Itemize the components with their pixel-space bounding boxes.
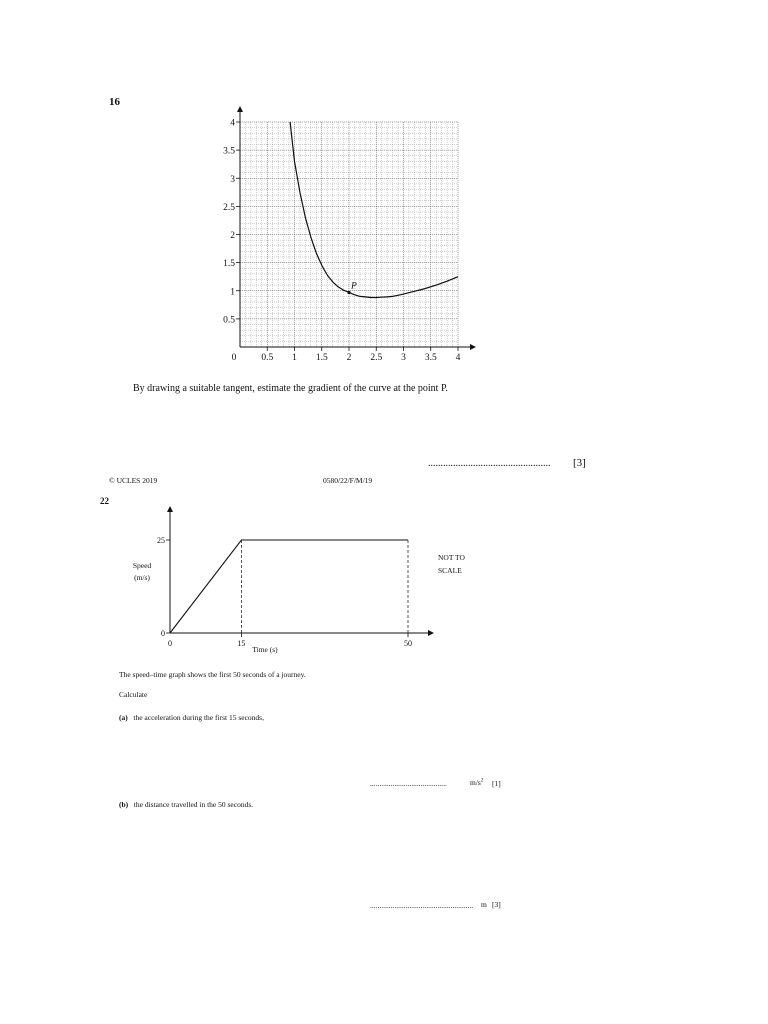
q16-y-tick-label: 0.5 (223, 315, 235, 326)
q22-instruction: Calculate (119, 690, 148, 699)
q22-part-b (119, 800, 253, 809)
q22-x-axis-label: Time (s) (252, 645, 278, 654)
q16-question-text: By drawing a suitable tangent, estimate the gradient of the curve at the point P. (133, 383, 448, 394)
q22-description: The speed–time graph shows the first 50 seconds of a journey. (119, 670, 306, 679)
q16-y-tick-label: 2.5 (223, 202, 235, 213)
q16-x-tick-label: 1.5 (315, 353, 328, 363)
q22-y-axis-label-line2: (m/s) (134, 573, 150, 582)
q16-y-tick-label: 1.5 (223, 259, 235, 270)
q16-y-tick-label: 3 (230, 174, 235, 185)
part-a-text: the acceleration during the first 15 seconds, (133, 713, 264, 722)
q22-x-tick-label: 50 (404, 639, 412, 648)
q16-marks: [3] (573, 457, 586, 469)
q22-x-tick-label: 0 (168, 639, 172, 648)
part-b-answer-line[interactable]: ....................................................... (370, 901, 474, 910)
not-to-scale-line1: NOT TO (438, 553, 465, 562)
part-a-unit: $m/s^2$ (470, 778, 484, 787)
q16-y-tick-label: 1 (230, 287, 235, 298)
q16-y-tick-label: 3.5 (223, 146, 235, 157)
q22-y-tick-label: 0 (161, 629, 165, 638)
part-b-label: (b) (119, 800, 129, 809)
q22-y-axis-arrow (167, 506, 173, 512)
q22-x-axis-arrow (428, 630, 434, 636)
q22-speed-line (170, 540, 408, 633)
q16-x-tick-label: 2.5 (370, 353, 383, 363)
q16-x-tick-label: 4 (455, 353, 461, 363)
part-b-text: the distance travelled in the 50 seconds. (133, 800, 254, 809)
not-to-scale-line2: SCALE (438, 566, 462, 575)
question-16-number: 16 (109, 96, 120, 108)
q16-y-tick-label: 2 (230, 231, 235, 241)
q22-y-axis-label-line1: Speed (132, 561, 152, 570)
part-a-label: (a) (119, 713, 128, 722)
question-22-number: 22 (100, 496, 109, 506)
part-b-unit: m (481, 900, 487, 909)
q22-x-tick-label: 15 (237, 639, 246, 648)
q16-x-tick-label: 1 (292, 353, 297, 363)
q16-x-tick-label: 2 (346, 353, 352, 363)
part-a-marks: [1] (492, 779, 501, 788)
q16-x-tick-label: 0.5 (261, 353, 274, 363)
part-b-marks: [3] (492, 900, 501, 909)
q16-x-tick-label: 0 (231, 353, 237, 363)
q22-y-tick-label: 25 (157, 536, 165, 545)
q16-x-tick-label: 3.5 (424, 353, 437, 363)
q16-point-p-label: P (351, 281, 357, 292)
q22-part-a (119, 713, 264, 722)
part-a-answer-line[interactable]: ......................................... (370, 779, 447, 788)
paper-code: 0580/22/F/M/19 (323, 476, 373, 485)
copyright: © UCLES 2019 (109, 476, 158, 485)
q16-answer-line[interactable]: ................................................. (428, 458, 551, 469)
q16-x-tick-label: 3 (401, 353, 406, 363)
q16-y-tick-label: 4 (230, 118, 235, 129)
